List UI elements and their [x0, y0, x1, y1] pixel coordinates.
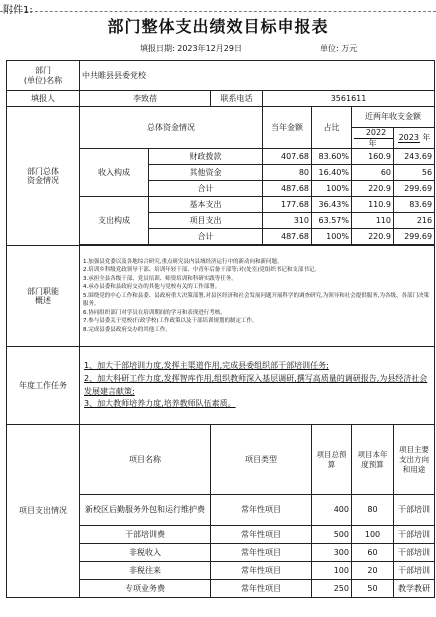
- project-direction: 干部培训: [394, 526, 435, 544]
- page-title: 部门整体支出绩效目标申报表: [107, 17, 329, 36]
- project-type: 常年性项目: [211, 526, 312, 544]
- income-y1: 220.9: [352, 181, 394, 197]
- project-name: 专项业务费: [80, 580, 211, 598]
- duty-item: 4.承办县委和县政府交办的其他与党校有关的工作部署。: [83, 284, 221, 291]
- expense-y1: 110.9: [352, 197, 394, 213]
- col-project-year: 项目本年度预算: [352, 425, 394, 495]
- unit-label: 单位: 万元: [320, 44, 358, 53]
- funds-section-label: 部门总体 资金情况: [7, 107, 80, 246]
- duty-item: 6.协同组织部门对学员在培训期间的学习和表现进行考核。: [83, 309, 226, 316]
- project-total: 250: [312, 580, 352, 598]
- income-ratio: 16.40%: [312, 165, 352, 181]
- project-year: 50: [352, 580, 394, 598]
- project-type: 常年性项目: [211, 580, 312, 598]
- col-recent-years: 近两年收支金额: [352, 107, 435, 128]
- page-break-line: [0, 11, 436, 12]
- expense-amount: 487.68: [263, 229, 312, 245]
- dept-name-label: 部门 (单位)名称: [7, 61, 80, 91]
- fill-date: 填报日期: 2023年12月29日: [140, 44, 242, 53]
- project-name: 非税往来: [80, 562, 211, 580]
- duty-item: 2.培训乡科级党政领导干部、培训年轻干部、中青年后备干部等;对(处室)党组织书记和支部书记。: [83, 267, 320, 274]
- project-total: 400: [312, 495, 352, 526]
- project-year: 60: [352, 544, 394, 562]
- expense-y2: 216: [394, 213, 435, 229]
- expense-ratio: 100%: [312, 229, 352, 245]
- income-y2: 56: [394, 165, 435, 181]
- project-direction: 教学教研: [394, 580, 435, 598]
- dept-name-value: 中共睢县县委党校: [80, 61, 435, 91]
- project-total: 500: [312, 526, 352, 544]
- project-total: 100: [312, 562, 352, 580]
- projects-label: 项目支出情况: [7, 425, 80, 598]
- income-y1: 160.9: [352, 149, 394, 165]
- phone-label: 联系电话: [211, 91, 263, 107]
- expense-y2: 83.69: [394, 197, 435, 213]
- project-year: 80: [352, 495, 394, 526]
- project-name: 干部培训费: [80, 526, 211, 544]
- tasks-label: 年度工作任务: [7, 347, 80, 425]
- expense-y2: 299.69: [394, 229, 435, 245]
- expense-ratio: 63.57%: [312, 213, 352, 229]
- col-ratio: 占比: [312, 107, 352, 149]
- task-item: 1、加大干部培训力度,发挥主渠道作用,完成县委组织部干部培训任务;: [84, 361, 329, 371]
- expense-y1: 110: [352, 213, 394, 229]
- duties-content: [80, 246, 435, 347]
- year1-header: 2022 年: [352, 128, 394, 149]
- duty-item: 8.完成县委县政府交办的其他工作。: [83, 326, 171, 333]
- project-direction: 干部培训: [394, 562, 435, 580]
- project-type: 常年性项目: [211, 562, 312, 580]
- income-ratio: 100%: [312, 181, 352, 197]
- income-y2: 299.69: [394, 181, 435, 197]
- expense-ratio: 36.43%: [312, 197, 352, 213]
- expense-item: 合计: [149, 229, 263, 245]
- expense-amount: 177.68: [263, 197, 312, 213]
- income-amount: 80: [263, 165, 312, 181]
- col-project-type: 项目类型: [211, 425, 312, 495]
- income-item: 财政拨款: [149, 149, 263, 165]
- duty-item: 3.承担全县各级干部、党员培训、师资培训和科研实践等任务。: [83, 275, 237, 282]
- duty-item: 7.参与县委关于党校(行政学校)工作政策以及干部培训规划的制定工作。: [83, 318, 258, 325]
- phone-value: 3561611: [263, 91, 435, 107]
- income-item: 合计: [149, 181, 263, 197]
- year2-header: 2023 年: [394, 128, 435, 149]
- project-year: 20: [352, 562, 394, 580]
- col-project-name: 项目名称: [80, 425, 211, 495]
- funds-header-label: 总体资金情况: [80, 107, 263, 149]
- attachment-label: 附件1:: [3, 5, 33, 16]
- col-project-direction: 项目主要支出方向和用途: [394, 425, 435, 495]
- duty-item: 1.加强县党委以及各地综合研究,重点研究县内县域经济运行中的新动向和新问题。: [83, 258, 283, 265]
- income-amount: 407.68: [263, 149, 312, 165]
- income-label: 收入构成: [80, 149, 149, 197]
- project-direction: 干部培训: [394, 544, 435, 562]
- task-item: 2、加大科研工作力度,发挥智库作用,组织教师深入基层调研,撰写高质量的调研报告,为县经济社会发展建言献策;: [84, 373, 428, 396]
- expense-item: 项目支出: [149, 213, 263, 229]
- expense-amount: 310: [263, 213, 312, 229]
- project-direction: 干部培训: [394, 495, 435, 526]
- filler-label: 填报人: [7, 91, 80, 107]
- income-y2: 243.69: [394, 149, 435, 165]
- project-type: 常年性项目: [211, 544, 312, 562]
- duty-item: 5.围绕党的中心工作和县委、县政府重大决策部署,对县区经济和社会发展问题开展科学的调查研究,为领导和社会提供服务,为各级、各部门决策服务。: [83, 292, 429, 308]
- report-table: [6, 60, 435, 598]
- project-total: 300: [312, 544, 352, 562]
- income-item: 其他资金: [149, 165, 263, 181]
- project-name: 新校区后勤服务外包和运行维护费: [80, 495, 211, 526]
- project-year: 100: [352, 526, 394, 544]
- project-type: 常年性项目: [211, 495, 312, 526]
- expense-item: 基本支出: [149, 197, 263, 213]
- col-current-amount: 当年金额: [263, 107, 312, 149]
- tasks-content: [80, 347, 435, 425]
- expense-label: 支出构成: [80, 197, 149, 245]
- task-item: 3、加大教师培养力度,培养教师队伍素质。: [84, 399, 236, 409]
- income-ratio: 83.60%: [312, 149, 352, 165]
- income-y1: 60: [352, 165, 394, 181]
- expense-y1: 220.9: [352, 229, 394, 245]
- project-name: 非税收入: [80, 544, 211, 562]
- filler-value: 李致蓓: [80, 91, 211, 107]
- col-project-total: 项目总预算: [312, 425, 352, 495]
- duties-label: 部门职能 概述: [7, 246, 80, 347]
- income-amount: 487.68: [263, 181, 312, 197]
